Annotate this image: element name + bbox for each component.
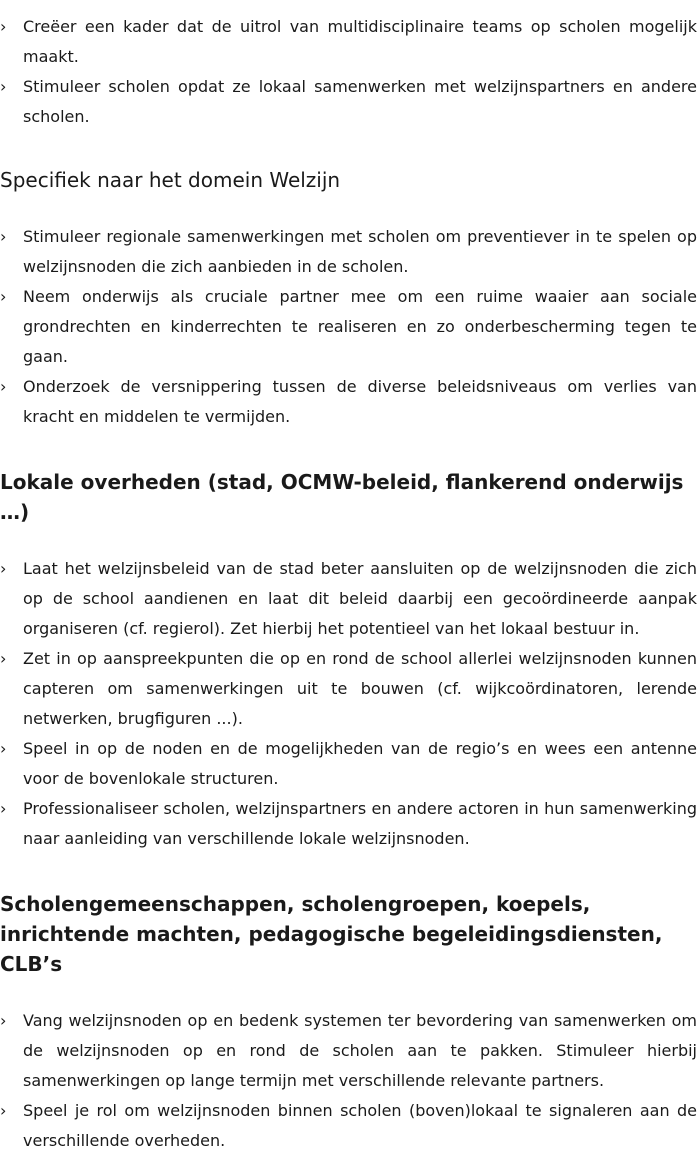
list-item-text: Laat het welzijnsbeleid van de stad beter aansluiten op de welzijnsnoden die zich op de school aandienen en laat dit beleid daarbij een gecoördineerde aanpak organiseren (cf. regierol). Zet hierbij het potentieel van het lokaal bestuur in. xyxy=(23,559,697,638)
welzijn-bullet-list xyxy=(0,222,697,432)
list-item-text: Zet in op aanspreekpunten die op en rond de school allerlei welzijnsnoden kunnen capteren om samenwerkingen uit te bouwen (cf. wijkcoördinatoren, lerende netwerken, brugfiguren ...). xyxy=(23,649,697,728)
list-item xyxy=(0,72,697,132)
list-item-text: Stimuleer scholen opdat ze lokaal samenwerken met welzijnspartners en andere scholen. xyxy=(23,77,697,126)
bullet-marker: › xyxy=(0,227,7,246)
section-heading-lokale-overheden: Lokale overheden (stad, OCMW-beleid, flankerend onderwijs …) xyxy=(0,470,684,524)
list-item xyxy=(0,794,697,854)
list-item-text: Onderzoek de versnippering tussen de diverse beleidsniveaus om verlies van kracht en middelen te vermijden. xyxy=(23,377,697,426)
bullet-marker: › xyxy=(0,1101,7,1120)
section-heading-welzijn: Specifiek naar het domein Welzijn xyxy=(0,168,341,192)
bullet-marker: › xyxy=(0,17,7,36)
list-item-text: Vang welzijnsnoden op en bedenk systemen ter bevordering van samenwerken om de welzijnsnoden op en rond de scholen aan te pakken. Stimuleer hierbij samenwerkingen op lange termijn met verschillende relevante partners. xyxy=(23,1011,697,1090)
list-item xyxy=(0,644,697,734)
bullet-marker: › xyxy=(0,799,7,818)
list-item xyxy=(0,222,697,282)
scholen-bullet-list xyxy=(0,1006,697,1156)
section-heading-scholengemeenschappen: Scholengemeenschappen, scholengroepen, koepels, inrichtende machten, pedagogische begeleidingsdiensten, CLB’s xyxy=(0,892,663,976)
list-item-text: Creëer een kader dat de uitrol van multidisciplinaire teams op scholen mogelijk maakt. xyxy=(23,17,697,66)
list-item xyxy=(0,12,697,72)
bullet-marker: › xyxy=(0,1011,7,1030)
list-item xyxy=(0,1006,697,1096)
list-item-text: Speel in op de noden en de mogelijkheden van de regio’s en wees een antenne voor de bovenlokale structuren. xyxy=(23,739,697,788)
list-item-text: Professionaliseer scholen, welzijnspartners en andere actoren in hun samenwerking naar aanleiding van verschillende lokale welzijnsnoden. xyxy=(23,799,697,848)
list-item xyxy=(0,282,697,372)
list-item-text: Neem onderwijs als cruciale partner mee om een ruime waaier aan sociale grondrechten en kinderrechten te realiseren en zo onderbescherming tegen te gaan. xyxy=(23,287,697,366)
lokaal-bullet-list xyxy=(0,554,697,854)
intro-bullet-list xyxy=(0,0,697,132)
list-item xyxy=(0,372,697,432)
bullet-marker: › xyxy=(0,377,7,396)
list-item-text: Stimuleer regionale samenwerkingen met scholen om preventiever in te spelen op welzijnsnoden die zich aanbieden in de scholen. xyxy=(23,227,697,276)
list-item xyxy=(0,554,697,644)
bullet-marker: › xyxy=(0,649,7,668)
list-item xyxy=(0,1096,697,1156)
list-item xyxy=(0,734,697,794)
bullet-marker: › xyxy=(0,739,7,758)
list-item-text: Speel je rol om welzijnsnoden binnen scholen (boven)lokaal te signaleren aan de verschillende overheden. xyxy=(23,1101,697,1150)
bullet-marker: › xyxy=(0,287,7,306)
bullet-marker: › xyxy=(0,559,7,578)
bullet-marker: › xyxy=(0,77,7,96)
